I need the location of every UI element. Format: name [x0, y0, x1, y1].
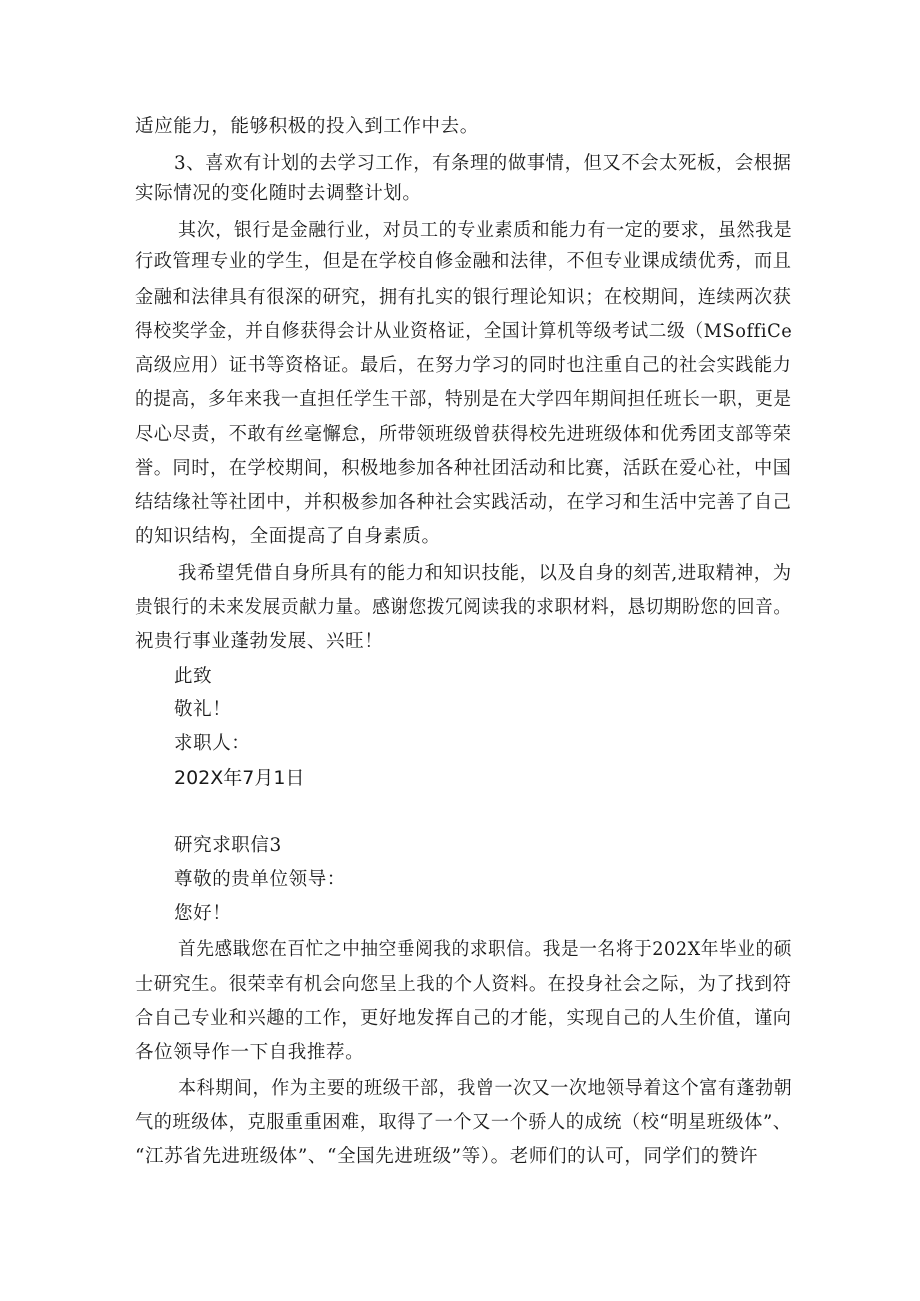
paragraph-start: 本科期间，作为主要的班级干部，我曾一次又一次地领导着这个富有蓬勃朝	[178, 1078, 793, 1099]
list-item-3: 3、喜欢有计划的去学习工作，有条理的做事情，但又不会太死板，会根据	[174, 153, 792, 174]
text-line: 的知识结构，全面提高了自身素质。	[135, 526, 441, 547]
letter-date: 202X年7月1日	[174, 767, 305, 789]
section-title: 研究求职信3	[174, 835, 282, 856]
text-line: 各位领导作一下自我推荐。	[135, 1042, 365, 1063]
text-line: 士研究生。很荣幸有机会向您呈上我的个人资料。在投身社会之际，为了找到符	[135, 974, 792, 995]
text-line: 誉。同时，在学校期间，积极地参加各种社团活动和比赛，活跃在爱心社，中国	[135, 458, 792, 479]
text-line: 合自己专业和兴趣的工作，更好地发挥自己的才能，实现自己的人生价值，谨向	[135, 1008, 792, 1029]
greeting: 尊敬的贵单位领导：	[174, 869, 346, 890]
text-line: 尽心尽责，不敢有丝毫懈怠，所带领班级曾获得校先进班级体和优秀团支部等荣	[135, 424, 792, 445]
closing-regards: 敬礼！	[174, 699, 232, 720]
paragraph-start: 我希望凭借自身所具有的能力和知识技能，以及自身的刻苦,进取精神，为	[178, 563, 792, 584]
text-line: 的提高，多年来我一直担任学生干部，特别是在大学四年期间担任班长一职，更是	[135, 389, 792, 410]
text-line: 实际情况的变化随时去调整计划。	[135, 183, 422, 204]
paragraph-start: 首先感戢您在百忙之中抽空垂阅我的求职信。我是一名将于202X年毕业的硕	[178, 939, 792, 960]
text-line: 适应能力，能够积极的投入到工作中去。	[135, 116, 479, 137]
text-line: 气的班级体，克服重重困难，取得了一个又一个骄人的成统（校“明星班级体”、	[135, 1112, 792, 1133]
greeting-hello: 您好！	[174, 903, 232, 924]
text-line: 行政管理专业的学生，但是在学校自修金融和法律，不但专业课成绩优秀，而且	[135, 251, 792, 272]
signature-label: 求职人：	[174, 733, 251, 754]
closing-salutation: 此致	[174, 666, 213, 687]
text-line: 祝贵行事业蓬勃发展、兴旺！	[135, 631, 384, 652]
text-line: 得校奖学金，并自修获得会计从业资格证，全国计算机等级考试二级（MSoffiCe	[135, 321, 793, 342]
text-line: 金融和法律具有很深的研究，拥有扎实的银行理论知识；在校期间，连续两次获	[135, 287, 792, 308]
text-line: 贵银行的未来发展贡献力量。感谢您拨冗阅读我的求职材料，恳切期盼您的回音。	[135, 597, 792, 618]
text-line: 结结缘社等社团中，并积极参加各种社会实践活动，在学习和生活中完善了自己	[135, 492, 792, 513]
text-line: “江苏省先进班级体”、“全国先进班级”等）。老师们的认可，同学们的赞许	[135, 1146, 759, 1167]
text-line: 高级应用）证书等资格证。最后，在努力学习的同时也注重自己的社会实践能力	[135, 355, 792, 376]
paragraph-start: 其次，银行是金融行业，对员工的专业素质和能力有一定的要求，虽然我是	[178, 220, 793, 241]
